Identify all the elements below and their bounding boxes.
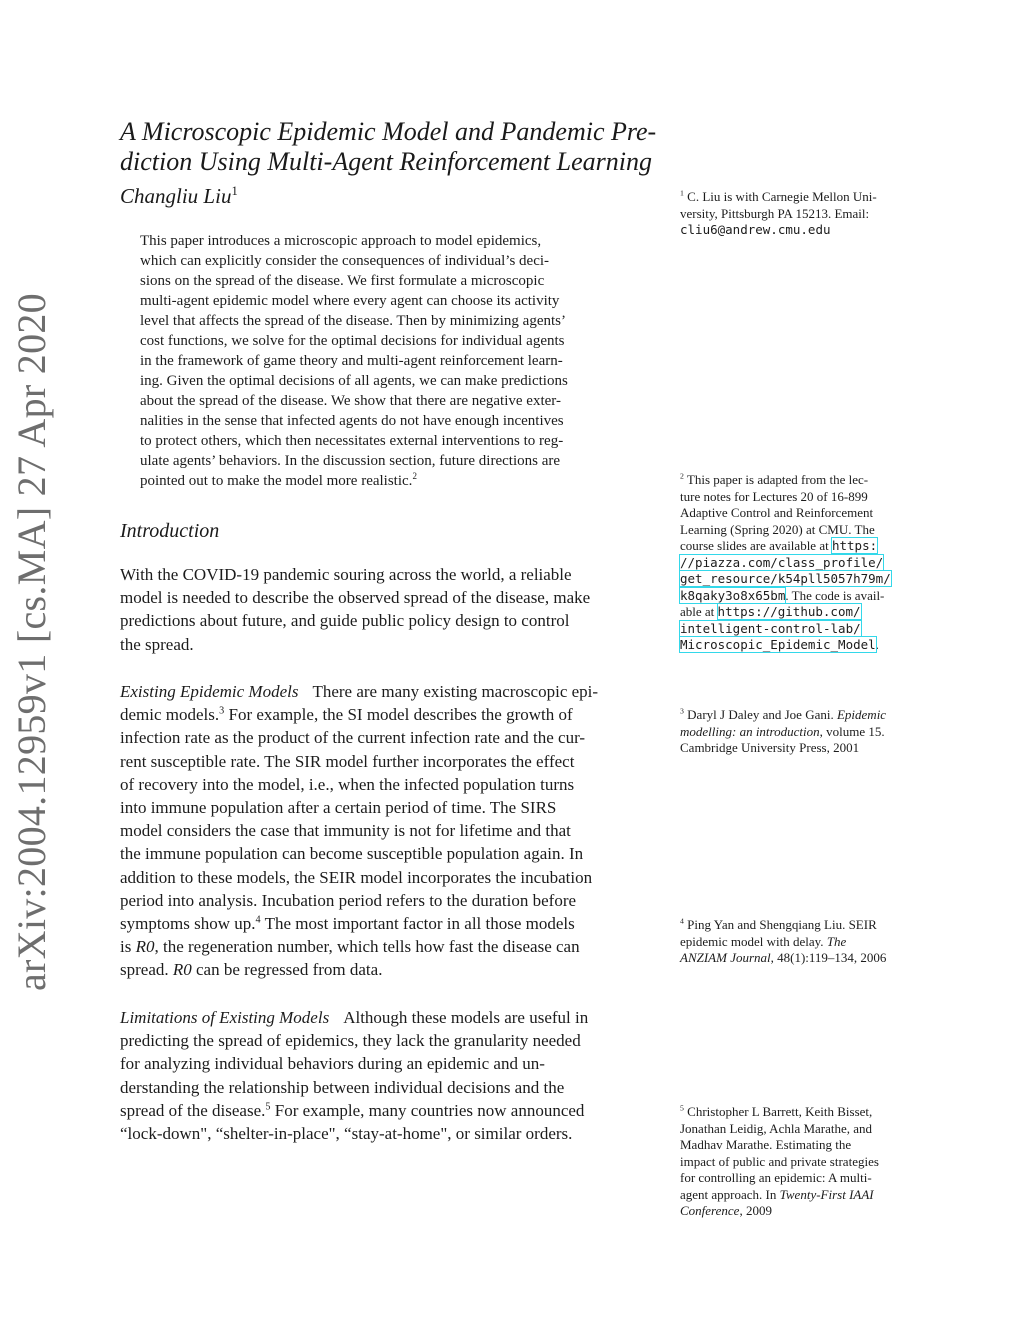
abstract-footnote-marker[interactable]: 2: [412, 471, 417, 481]
abstract-line: sions on the spread of the disease. We first formulate a microscopic: [140, 273, 545, 289]
limitations-line: for analyzing individual behaviors during an epidemic and un-: [120, 1054, 545, 1074]
piazza-link[interactable]: https:: [831, 538, 878, 553]
footnote-3-marker: 3: [680, 706, 684, 716]
footnote-2-text: able at: [680, 604, 718, 619]
footnote-5-text: Twenty-First IAAI: [779, 1186, 874, 1202]
footnote-4-text: Ping Yan and Shengqiang Liu. SEIR: [683, 917, 877, 932]
existing-line: addition to these models, the SEIR model incorporates the incubation: [120, 867, 593, 887]
author: [120, 184, 238, 209]
existing-line: the immune population can become susceptible population again. In: [120, 844, 584, 864]
limitations-line: derstanding the relationship between individual decisions and the: [120, 1077, 565, 1097]
footnote-5-text: , 2009: [739, 1203, 772, 1218]
existing-line: [120, 912, 650, 935]
abstract-line: ulate agents’ behaviors. In the discussion section, future directions are: [140, 453, 561, 469]
footnote-5-marker: 5: [680, 1103, 684, 1113]
limitations-line-text: spread of the disease.: [120, 1100, 266, 1120]
existing-line: model considers the case that immunity is not for lifetime and that: [120, 821, 571, 841]
limitations-runin-heading: Limitations of Existing Models: [120, 1008, 330, 1027]
footnote-2: [680, 472, 920, 654]
existing-models-paragraph: [120, 680, 650, 982]
abstract-line: nalities in the sense that infected agents do not have enough incentives: [140, 413, 564, 429]
limitations-line: [120, 1099, 650, 1122]
existing-line: [120, 958, 650, 981]
footnote-4: [680, 917, 920, 967]
intro-line: the spread.: [120, 634, 194, 654]
existing-line: period into analysis. Incubation period refers to the duration before: [120, 890, 577, 910]
piazza-link[interactable]: get_resource/k54pll5057h79m/: [680, 571, 891, 586]
footnote-5-text: Conference: [680, 1203, 740, 1218]
footnote-5-text: agent approach. In: [680, 1186, 780, 1202]
footnote-1-text: C. Liu is with Carnegie Mellon Uni-: [683, 189, 877, 204]
footnote-marker-5[interactable]: 5: [265, 1101, 271, 1113]
github-link[interactable]: intelligent-control-lab/: [680, 620, 861, 636]
abstract-last-text: pointed out to make the model more realistic.: [140, 473, 413, 489]
footnote-3-text: Cambridge University Press, 2001: [680, 740, 860, 755]
abstract-line: which can explicitly consider the consequences of individual’s deci-: [140, 253, 550, 269]
footnote-2-text: Adaptive Control and Reinforcement: [680, 505, 874, 520]
github-link[interactable]: Microscopic_Epidemic_Model: [680, 637, 876, 652]
intro-line: With the COVID-19 pandemic souring across the world, a reliable: [120, 565, 572, 584]
existing-line: infection rate as the product of the current infection rate and the cur-: [120, 728, 586, 748]
existing-line-text: symptoms show up.: [120, 914, 256, 934]
footnote-2-text: . The code is avail-: [785, 587, 885, 603]
footnote-5: [680, 1104, 920, 1220]
r0-symbol: R0: [172, 960, 192, 980]
footnote-4-text: epidemic model with delay.: [680, 933, 827, 949]
footnote-3: [680, 707, 920, 757]
footnote-marker-3[interactable]: 3: [219, 705, 225, 717]
author-name: Changliu Liu: [120, 184, 232, 208]
footnote-3-text: Daryl J Daley and Joe Gani.: [683, 707, 837, 722]
footnote-2-text: .: [875, 637, 879, 652]
author-footnote-marker[interactable]: 1: [231, 184, 238, 198]
intro-paragraph: [120, 563, 650, 656]
abstract-line: This paper introduces a microscopic approach to model epidemics,: [140, 233, 542, 249]
limitations-paragraph: [120, 1006, 650, 1145]
footnote-3-text: modelling: an introduction: [680, 723, 820, 739]
intro-line: predictions about future, and guide public policy design to control: [120, 611, 570, 631]
footnote-5-text: for controlling an epidemic: A multi-: [680, 1170, 872, 1185]
abstract-line: cost functions, we solve for the optimal decisions for individual agents: [140, 333, 565, 349]
existing-line-text: is: [120, 937, 136, 957]
existing-line: [120, 935, 650, 958]
footnote-5-text: impact of public and private strategies: [680, 1153, 879, 1169]
existing-line-text: The most important factor in all those models: [260, 914, 575, 934]
footnote-5-text: Madhav Marathe. Estimating the: [680, 1137, 852, 1152]
paper-title: [120, 117, 660, 177]
existing-line: of recovery into the model, i.e., when the infected population turns: [120, 774, 575, 794]
footnote-3-text: Epidemic: [836, 707, 887, 722]
abstract-line: [140, 471, 640, 491]
limitations-line-text: For example, many countries now announced: [270, 1100, 585, 1120]
existing-line: into immune population after a certain period of time. The SIRS: [120, 798, 557, 818]
existing-line: [120, 703, 650, 726]
existing-line-text: spread.: [120, 960, 173, 980]
footnote-4-text: , 48(1):119–134, 2006: [770, 950, 887, 965]
footnote-4-marker: 4: [680, 916, 684, 926]
footnote-1: [680, 189, 920, 239]
title-line-1: A Microscopic Epidemic Model and Pandemic Pre-: [120, 117, 657, 146]
footnote-1-email[interactable]: cliu6@andrew.cmu.edu: [680, 222, 831, 237]
abstract: [140, 231, 640, 491]
intro-line: model is needed to describe the observed spread of the disease, make: [120, 588, 591, 608]
footnote-marker-4[interactable]: 4: [255, 914, 261, 926]
piazza-link[interactable]: k8qaky3o8x65bm: [680, 587, 786, 603]
r0-symbol: R0: [135, 937, 155, 957]
abstract-line: ing. Given the optimal decisions of all agents, we can make predictions: [140, 373, 568, 389]
footnote-2-marker: 2: [680, 471, 684, 481]
footnote-2-text: course slides are available at: [680, 538, 832, 553]
abstract-line: multi-agent epidemic model where every agent can choose its activity: [140, 293, 560, 309]
existing-line-text: demic models.: [120, 705, 220, 725]
limitations-line: “lock-down", “shelter-in-place", “stay-at-home", or similar orders.: [120, 1124, 573, 1144]
footnote-2-text: ture notes for Lectures 20 of 16-899: [680, 488, 868, 504]
github-link[interactable]: https://github.com/: [717, 604, 861, 619]
limitations-line-text: Although these models are useful in: [343, 1008, 589, 1027]
abstract-line: to protect others, which then necessitates external interventions to reg-: [140, 433, 564, 449]
footnote-4-text: The: [826, 933, 847, 949]
existing-runin-heading: Existing Epidemic Models: [120, 682, 299, 701]
limitations-line: predicting the spread of epidemics, they lack the granularity needed: [120, 1031, 581, 1051]
existing-line-text: For example, the SI model describes the growth of: [224, 705, 573, 725]
intro-heading: Introduction: [120, 520, 220, 542]
existing-line-text: There are many existing macroscopic epi-: [312, 682, 599, 701]
existing-line: rent susceptible rate. The SIR model further incorporates the effect: [120, 751, 575, 771]
footnote-2-text: This paper is adapted from the lec-: [683, 472, 869, 487]
existing-line: [120, 680, 650, 703]
piazza-link[interactable]: //piazza.com/class_profile/: [680, 554, 884, 570]
abstract-line: about the spread of the disease. We show that there are negative exter-: [140, 393, 561, 409]
footnote-2-text: Learning (Spring 2020) at CMU. The: [680, 521, 875, 537]
title-line-2: diction Using Multi-Agent Reinforcement Learning: [120, 147, 652, 176]
limitations-line: [120, 1006, 650, 1029]
abstract-line: level that affects the spread of the disease. Then by minimizing agents’: [140, 313, 566, 329]
footnote-1-marker: 1: [680, 188, 684, 198]
footnote-5-text: Jonathan Leidig, Achla Marathe, and: [680, 1120, 873, 1136]
footnote-1-text: versity, Pittsburgh PA 15213. Email:: [680, 205, 870, 221]
footnote-5-text: Christopher L Barrett, Keith Bisset,: [683, 1104, 873, 1119]
existing-line-text: , the regeneration number, which tells how fast the disease can: [154, 937, 580, 957]
abstract-line: in the framework of game theory and multi-agent reinforcement learn-: [140, 353, 563, 369]
arxiv-stamp: arXiv:2004.12959v1 [cs.MA] 27 Apr 2020: [9, 293, 54, 992]
footnote-3-text: , volume 15.: [819, 723, 885, 739]
footnote-4-text: ANZIAM Journal: [680, 950, 771, 965]
existing-line-text: can be regressed from data.: [191, 960, 383, 980]
